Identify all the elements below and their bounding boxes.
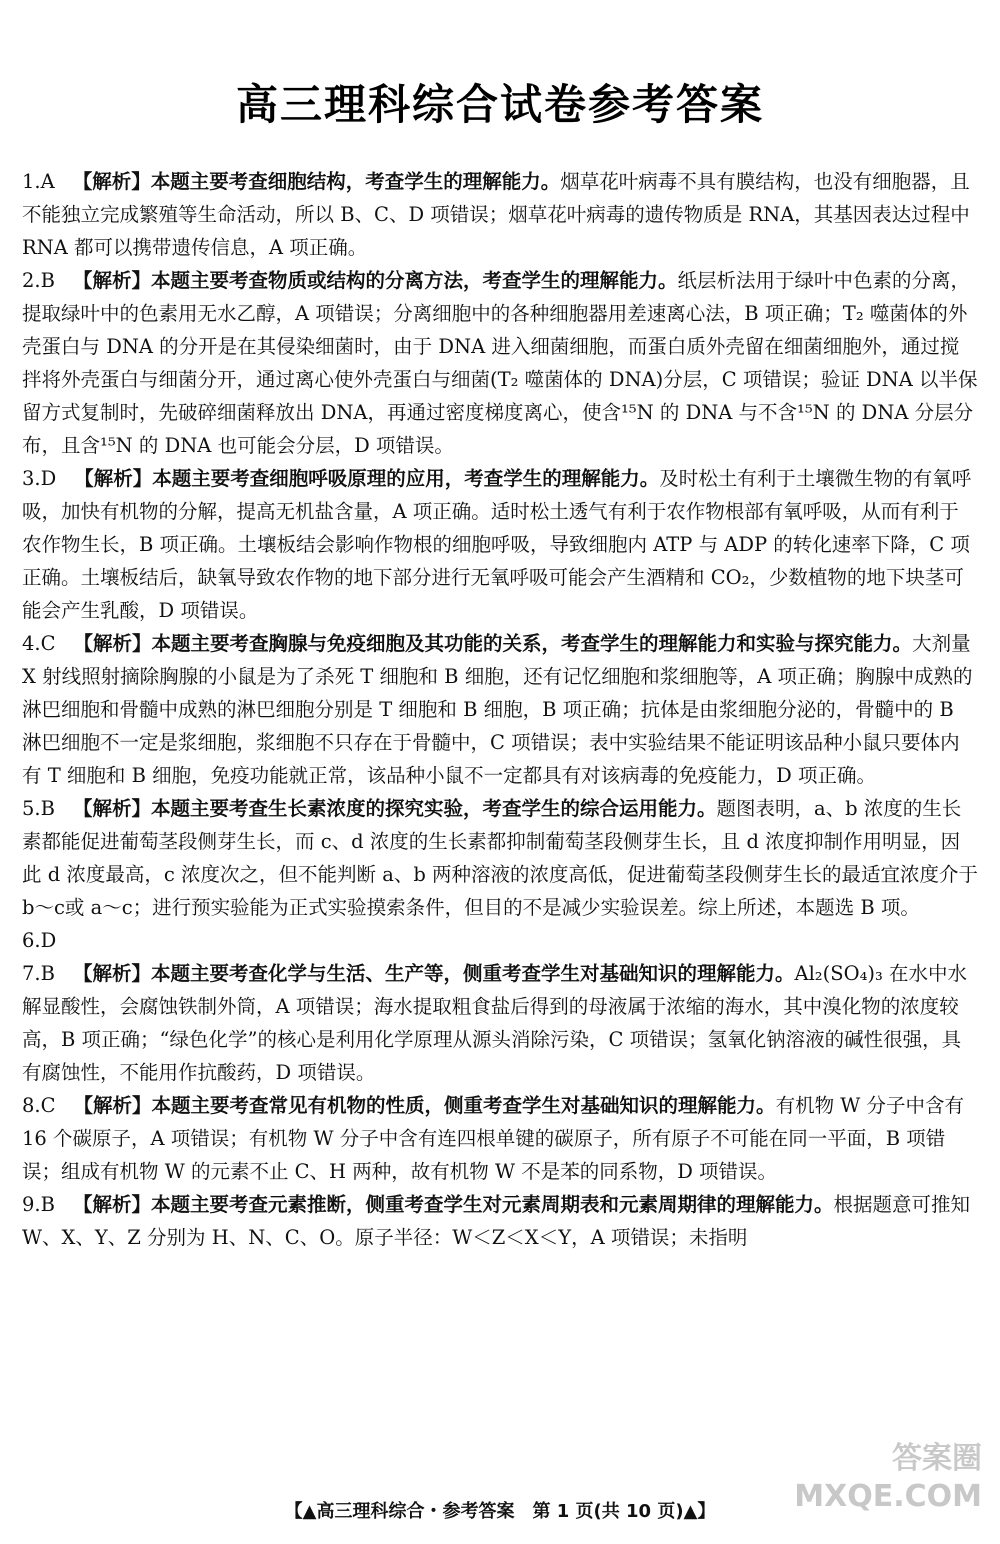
answer-list xyxy=(22,165,978,1254)
item-number: 1. xyxy=(22,170,41,193)
analysis-lead: 本题主要考查化学与生活、生产等，侧重考查学生对基础知识的理解能力。 xyxy=(150,962,795,985)
answer-item-4 xyxy=(22,627,978,792)
analysis-text: 根据题意可推知 W、X、Y、Z 分别为 H、N、C、O。原子半径：W＜Z＜X＜Y，A 项错误；未指明 xyxy=(22,1193,970,1249)
item-number: 4. xyxy=(22,632,41,655)
answer-item-8 xyxy=(22,1089,978,1188)
analysis-lead: 本题主要考查元素推断，侧重考查学生对元素周期表和元素周期律的理解能力。 xyxy=(150,1193,834,1216)
analysis-tag: 【解析】 xyxy=(72,1193,151,1216)
answer-item-7 xyxy=(22,957,978,1089)
item-answer: C xyxy=(40,1094,56,1117)
analysis-text: 大剂量 X 射线照射摘除胸腺的小鼠是为了杀死 T 细胞和 B 细胞，还有记忆细胞和浆细胞等，A 项正确；胸腺中成熟的淋巴细胞和骨髓中成熟的淋巴细胞分别是 T 细胞和 B 细胞，B 项正确；抗体是由浆细胞分泌的，骨髓中的 B 淋巴细胞不一定是浆细胞，浆细胞不只存在于骨髓中，C 项错误；表中实验结果不能证明该品种小鼠只要体内有 T 细胞和 B 细胞，免疫功能就正常，该品种小鼠不一定都具有对该病毒的免疫能力，D 项正确。 xyxy=(22,632,973,787)
item-number: 8. xyxy=(22,1094,41,1117)
answer-item-6 xyxy=(22,924,978,957)
item-number: 9. xyxy=(22,1193,41,1216)
item-answer: D xyxy=(40,467,57,490)
analysis-lead: 本题主要考查生长素浓度的探究实验，考查学生的综合运用能力。 xyxy=(150,797,717,820)
analysis-tag: 【解析】 xyxy=(72,269,151,292)
analysis-tag: 【解析】 xyxy=(72,170,151,193)
analysis-text: 题图表明，a、b 浓度的生长素都能促进葡萄茎段侧芽生长，而 c、d 浓度的生长素都抑制葡萄茎段侧芽生长，且 d 浓度抑制作用明显，因此 d 浓度最高，c 浓度次之，但不能判断 a、b 两种溶液的浓度高低，促进葡萄茎段侧芽生长的最适宜浓度介于b～c或 a～c；进行预实验能为正式实验摸索条件，但目的不是减少实验误差。综上所述，本题选 B 项。 xyxy=(22,797,979,919)
item-answer: B xyxy=(40,269,55,292)
item-number: 2. xyxy=(22,269,41,292)
answer-item-5 xyxy=(22,792,978,924)
answer-item-9 xyxy=(22,1188,978,1254)
analysis-lead: 本题主要考查常见有机物的性质，侧重考查学生对基础知识的理解能力。 xyxy=(151,1094,776,1117)
page-title: 高三理科综合试卷参考答案 xyxy=(235,80,764,129)
analysis-tag: 【解析】 xyxy=(72,962,151,985)
answer-item-3 xyxy=(22,462,978,627)
analysis-text: 纸层析法用于绿叶中色素的分离，提取绿叶中的色素用无水乙醇，A 项错误；分离细胞中的各种细胞器用差速离心法，B 项正确；T₂ 噬菌体的外壳蛋白与 DNA 的分开是在其侵染细菌时，由于 DNA 进入细菌细胞，而蛋白质外壳留在细菌细胞外，通过搅拌将外壳蛋白与细菌分开，通过离心使外壳蛋白与细菌(T₂ 噬菌体的 DNA)分层，C 项错误；验证 DNA 以半保留方式复制时，先破碎细菌释放出 DNA，再通过密度梯度离心，使含¹⁵N 的 DNA 与不含¹⁵N 的 DNA 分层分布，且含¹⁵N 的 DNA 也可能会分层，D 项错误。 xyxy=(22,269,978,457)
item-number: 3. xyxy=(22,467,41,490)
analysis-text: 烟草花叶病毒不具有膜结构，也没有细胞器，且不能独立完成繁殖等生命活动，所以 B、C、D 项错误；烟草花叶病毒的遗传物质是 RNA，其基因表达过程中 RNA 都可以携带遗传信息，A 项正确。 xyxy=(22,170,970,259)
analysis-tag: 【解析】 xyxy=(73,632,152,655)
answer-item-2 xyxy=(22,264,978,462)
item-answer: B xyxy=(40,962,55,985)
item-number: 6. xyxy=(22,929,41,952)
item-answer: C xyxy=(40,632,56,655)
analysis-lead: 本题主要考查细胞呼吸原理的应用，考查学生的理解能力。 xyxy=(152,467,660,490)
analysis-text: Al₂(SO₄)₃ 在水中水解显酸性，会腐蚀铁制外筒，A 项错误；海水提取粗食盐后得到的母液属于浓缩的海水，其中溴化物的浓度较高，B 项正确；“绿色化学”的核心是利用化学原理从源头消除污染，C 项错误；氢氧化钠溶液的碱性很强，具有腐蚀性，不能用作抗酸药，D 项错误。 xyxy=(22,962,968,1084)
item-answer: B xyxy=(40,797,55,820)
item-number: 5. xyxy=(22,797,41,820)
analysis-lead: 本题主要考查胸腺与免疫细胞及其功能的关系，考查学生的理解能力和实验与探究能力。 xyxy=(151,632,913,655)
item-answer: B xyxy=(40,1193,55,1216)
analysis-lead: 本题主要考查物质或结构的分离方法，考查学生的理解能力。 xyxy=(150,269,678,292)
answer-item-1 xyxy=(22,165,978,264)
analysis-tag: 【解析】 xyxy=(72,797,151,820)
analysis-text: 及时松土有利于土壤微生物的有氧呼吸，加快有机物的分解，提高无机盐含量，A 项正确。适时松土透气有利于农作物根部有氧呼吸，从而有利于农作物生长，B 项正确。土壤板结会影响作物根的细胞呼吸，导致细胞内 ATP 与 ADP 的转化速率下降，C 项正确。土壤板结后，缺氧导致农作物的地下部分进行无氧呼吸可能会产生酒精和 CO₂，少数植物的地下块茎可能会产生乳酸，D 项错误。 xyxy=(22,467,972,622)
watermark-url: MXQE.COM xyxy=(794,1479,982,1514)
item-answer: A xyxy=(40,170,55,193)
item-number: 7. xyxy=(22,962,41,985)
watermark-text: 答案圈 xyxy=(892,1441,982,1476)
page-footer: 【▲高三理科综合・参考答案 第 1 页(共 10 页)▲】 xyxy=(284,1501,716,1522)
analysis-tag: 【解析】 xyxy=(74,467,153,490)
analysis-text: 有机物 W 分子中含有 16 个碳原子，A 项错误；有机物 W 分子中含有连四根单键的碳原子，所有原子不可能在同一平面，B 项错误；组成有机物 W 的元素不止 C、H 两种，故有机物 W 不是苯的同系物，D 项错误。 xyxy=(22,1094,965,1183)
item-answer: D xyxy=(40,929,57,952)
analysis-lead: 本题主要考查细胞结构，考查学生的理解能力。 xyxy=(150,170,561,193)
analysis-tag: 【解析】 xyxy=(73,1094,152,1117)
